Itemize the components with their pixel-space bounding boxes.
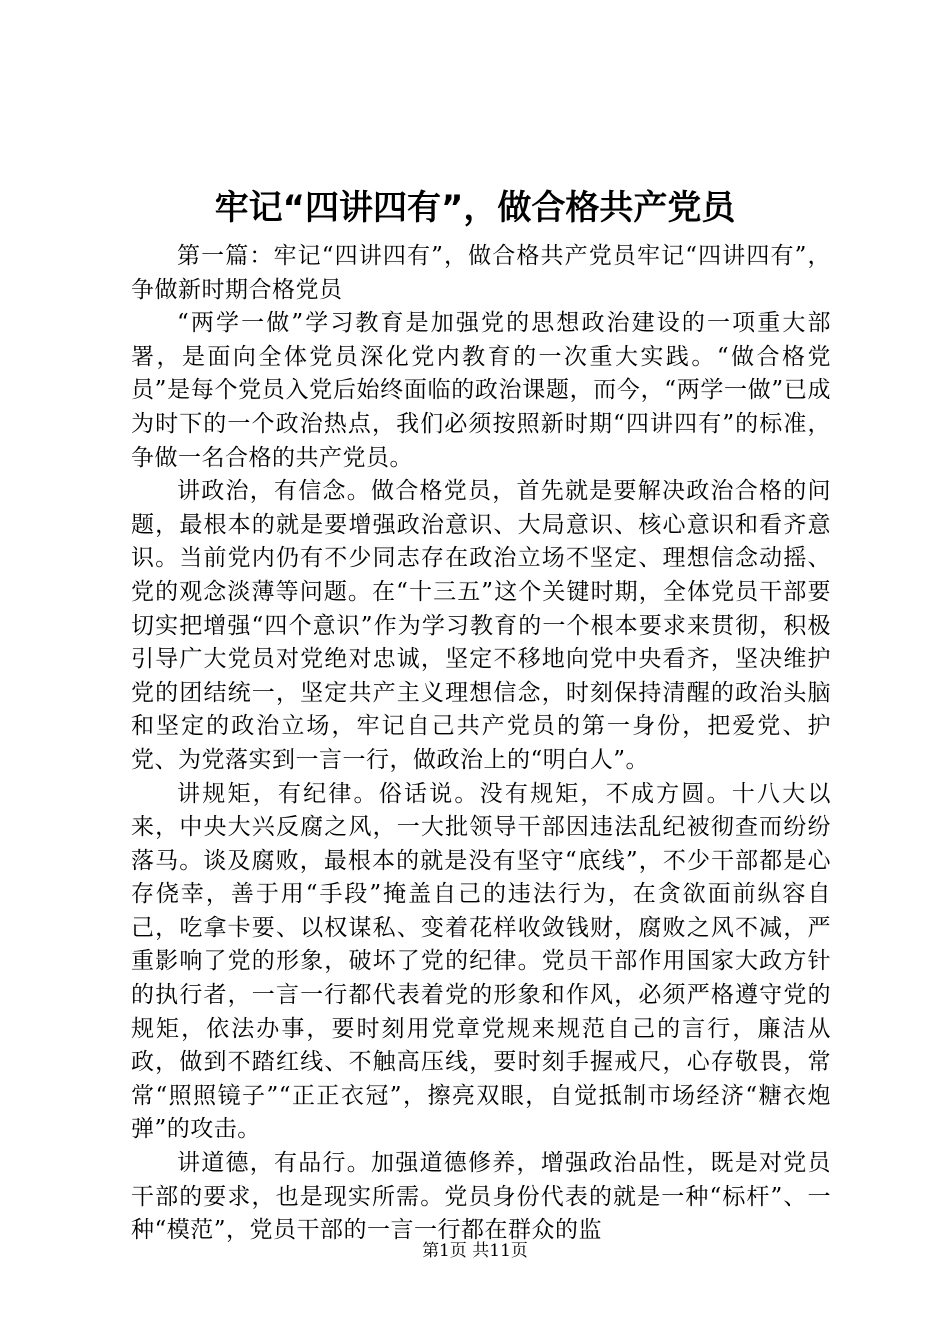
document-body	[131, 240, 831, 1248]
paragraph-intro: 第一篇：牢记“四讲四有”，做合格共产党员牢记“四讲四有”，争做新时期合格党员	[131, 243, 831, 303]
document-title: 牢记“四讲四有”，做合格共产党员	[214, 188, 736, 228]
paragraph-rules: 讲规矩，有纪律。俗话说。没有规矩，不成方圆。十八大以来，中央大兴反腐之风，一大批领导干部因违法乱纪被彻查而纷纷落马。谈及腐败，最根本的就是没有坚守“底线”，不少干部都是心存侥幸，善于用“手段”掩盖自己的违法行为，在贪欲面前纵容自己，吃拿卡要、以权谋私、变着花样收敛钱财，腐败之风不减，严重影响了党的形象，破坏了党的纪律。党员干部作用国家大政方针的执行者，一言一行都代表着党的形象和作风，必须严格遵守党的规矩，依法办事，要时刻用党章党规来规范自己的言行，廉洁从政，做到不踏红线、不触高压线，要时刻手握戒尺，心存敬畏，常常“照照镜子”“正正衣冠”，擦亮双眼，自觉抵制市场经济“糖衣炮弹”的攻击。	[131, 780, 831, 1143]
paragraph-politics: 讲政治，有信念。做合格党员，首先就是要解决政治合格的问题，最根本的就是要增强政治意识、大局意识、核心意识和看齐意识。当前党内仍有不少同志存在政治立场不坚定、理想信念动摇、党的观念淡薄等问题。在“十三五”这个关键时期，全体党员干部要切实把增强“四个意识”作为学习教育的一个根本要求来贯彻，积极引导广大党员对党绝对忠诚，坚定不移地向党中央看齐，坚决维护党的团结统一，坚定共产主义理想信念，时刻保持清醒的政治头脑和坚定的政治立场，牢记自己共产党员的第一身份，把爱党、护党、为党落实到一言一行，做政治上的“明白人”。	[131, 478, 831, 773]
paragraph-morality: 讲道德，有品行。加强道德修养，增强政治品性，既是对党员干部的要求，也是现实所需。党员身份代表的就是一种“标杆”、一种“模范”，党员干部的一言一行都在群众的监	[131, 1150, 831, 1244]
page-number-footer: 第1页 共11页	[422, 1241, 528, 1261]
paragraph-two-learn-one-do: “两学一做”学习教育是加强党的思想政治建设的一项重大部署，是面向全体党员深化党内教育的一次重大实践。“做合格党员”是每个党员入党后始终面临的政治课题，而今，“两学一做”已成为时下的一个政治热点，我们必须按照新时期“四讲四有”的标准，争做一名合格的共产党员。	[131, 310, 831, 471]
